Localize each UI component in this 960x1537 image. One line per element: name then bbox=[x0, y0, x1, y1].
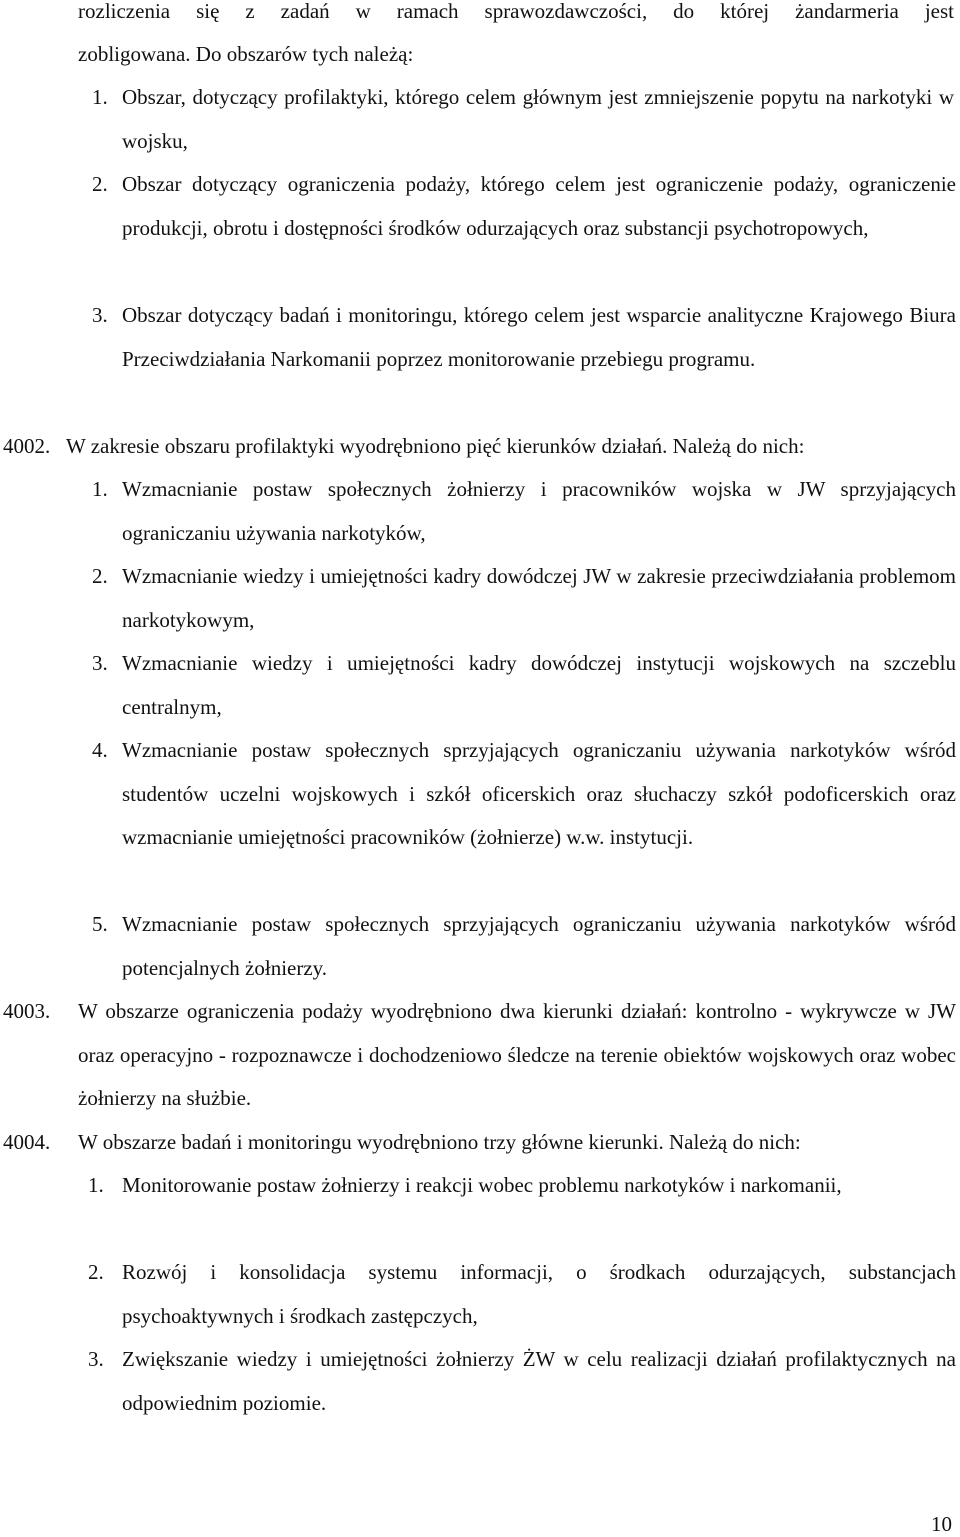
paragraph-text: W obszarze ograniczenia podaży wyodrębniono dwa kierunki działań: kontrolno - wykrywcze w JW oraz operacyjno - rozpoznawcze i dochodzeniowo śledcze na terenie obiektów wojskowych oraz wobec żołnierzy na służbie. bbox=[78, 999, 956, 1110]
list-item-text: Wzmacnianie wiedzy i umiejętności kadry dowódczej JW w zakresie przeciwdziałania problemom narkotykowym, bbox=[122, 564, 956, 632]
list-item-number: 5. bbox=[92, 912, 108, 936]
list-item-text: Wzmacnianie postaw społecznych sprzyjających ograniczaniu używania narkotyków wśród studentów uczelni wojskowych i szkół oficerskich oraz słuchaczy szkół podoficerskich oraz wzmacnianie umiejętności pracowników (żołnierze) w.w. instytucji. bbox=[122, 738, 956, 849]
list-item-number: 3. bbox=[88, 1347, 104, 1371]
list-item-text: Obszar dotyczący ograniczenia podaży, którego celem jest ograniczenie podaży, ograniczenie produkcji, obrotu i dostępności środków odurzających oraz substancji psychotropowych, bbox=[122, 172, 956, 240]
list-item-number: 3. bbox=[92, 303, 108, 327]
list-item-text: Wzmacnianie wiedzy i umiejętności kadry dowódczej instytucji wojskowych na szczeblu centralnym, bbox=[122, 651, 956, 719]
intro-line-1: rozliczenia się z zadań w ramach sprawozdawczości, do której żandarmeria jest bbox=[78, 0, 954, 23]
list-item-number: 2. bbox=[88, 1260, 104, 1284]
list-item-number: 3. bbox=[92, 651, 108, 675]
list-item-text: Obszar dotyczący badań i monitoringu, którego celem jest wsparcie analityczne Krajowego Biura Przeciwdziałania Narkomanii poprzez monitorowanie przebiegu programu. bbox=[122, 303, 956, 371]
list-item-number: 1. bbox=[92, 85, 108, 109]
page-number: 10 bbox=[931, 1512, 952, 1536]
paragraph-text: W obszarze badań i monitoringu wyodrębniono trzy główne kierunki. Należą do nich: bbox=[78, 1130, 801, 1154]
list-item-text: Wzmacnianie postaw społecznych żołnierzy i pracowników wojska w JW sprzyjających ograniczaniu używania narkotyków, bbox=[122, 477, 956, 545]
list-item-text: Rozwój i konsolidacja systemu informacji, o środkach odurzających, substancjach psychoaktywnych i środkach zastępczych, bbox=[122, 1260, 956, 1328]
paragraph-text: W zakresie obszaru profilaktyki wyodrębniono pięć kierunków działań. Należą do nich: bbox=[66, 434, 805, 458]
paragraph-number: 4004. bbox=[3, 1130, 51, 1154]
paragraph-number: 4002. bbox=[3, 434, 51, 458]
intro-line-2: zobligowana. Do obszarów tych należą: bbox=[78, 42, 414, 66]
list-item-number: 2. bbox=[92, 564, 108, 588]
list-item-number: 2. bbox=[92, 172, 108, 196]
paragraph-number: 4003. bbox=[3, 999, 51, 1023]
list-item-number: 1. bbox=[92, 477, 108, 501]
list-item-text: Obszar, dotyczący profilaktyki, którego celem głównym jest zmniejszenie popytu na narkotyki w wojsku, bbox=[122, 85, 954, 153]
list-item-text: Wzmacnianie postaw społecznych sprzyjających ograniczaniu używania narkotyków wśród potencjalnych żołnierzy. bbox=[122, 912, 956, 980]
list-item-number: 1. bbox=[88, 1173, 104, 1197]
list-item-text: Zwiększanie wiedzy i umiejętności żołnierzy ŻW w celu realizacji działań profilaktycznych na odpowiednim poziomie. bbox=[122, 1347, 956, 1415]
list-item-number: 4. bbox=[92, 738, 108, 762]
list-item-text: Monitorowanie postaw żołnierzy i reakcji wobec problemu narkotyków i narkomanii, bbox=[122, 1173, 842, 1197]
